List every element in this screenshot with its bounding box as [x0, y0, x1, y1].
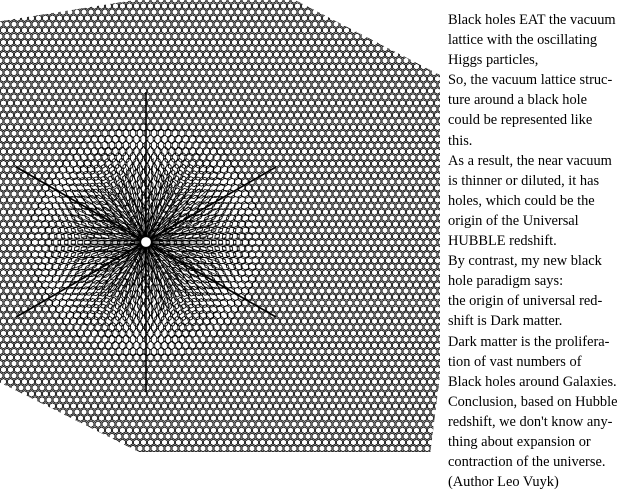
caption-text [448, 10, 638, 492]
caption-line: ture around a black hole [448, 92, 588, 109]
caption-line: the origin of universal red- [448, 293, 603, 310]
caption-line: tion of vast numbers of [448, 353, 582, 370]
caption-line: Black holes around Galaxies. [448, 373, 617, 390]
caption-line: shift is Dark matter. [448, 313, 563, 330]
caption-line: redshift, we don't know any- [448, 413, 613, 430]
black-hole-core [141, 237, 152, 248]
caption-line: Dark matter is the prolifera- [448, 333, 610, 350]
caption-line: By contrast, my new black [448, 253, 602, 270]
caption-line: is thinner or diluted, it has [448, 172, 600, 189]
caption-line: (Author Leo Vuyk) [448, 474, 559, 491]
caption-line: As a result, the near vacuum [448, 152, 612, 169]
caption-line: lattice with the oscillating [448, 32, 598, 49]
caption-line: Black holes EAT the vacuum [448, 12, 616, 28]
caption-line: thing about expansion or [448, 433, 591, 450]
caption-line: HUBBLE redshift. [448, 233, 557, 250]
caption-line: hole paradigm says: [448, 273, 564, 290]
caption-line: Higgs particles, [448, 52, 539, 69]
caption-line: origin of the Universal [448, 212, 579, 229]
caption-line: contraction of the universe. [448, 454, 606, 471]
caption-line: So, the vacuum lattice struc- [448, 72, 613, 89]
caption-line: could be represented like [448, 112, 593, 129]
caption-line: Conclusion, based on Hubble [448, 393, 618, 410]
caption-line: holes, which could be the [448, 192, 595, 209]
caption-line: this. [448, 132, 473, 149]
